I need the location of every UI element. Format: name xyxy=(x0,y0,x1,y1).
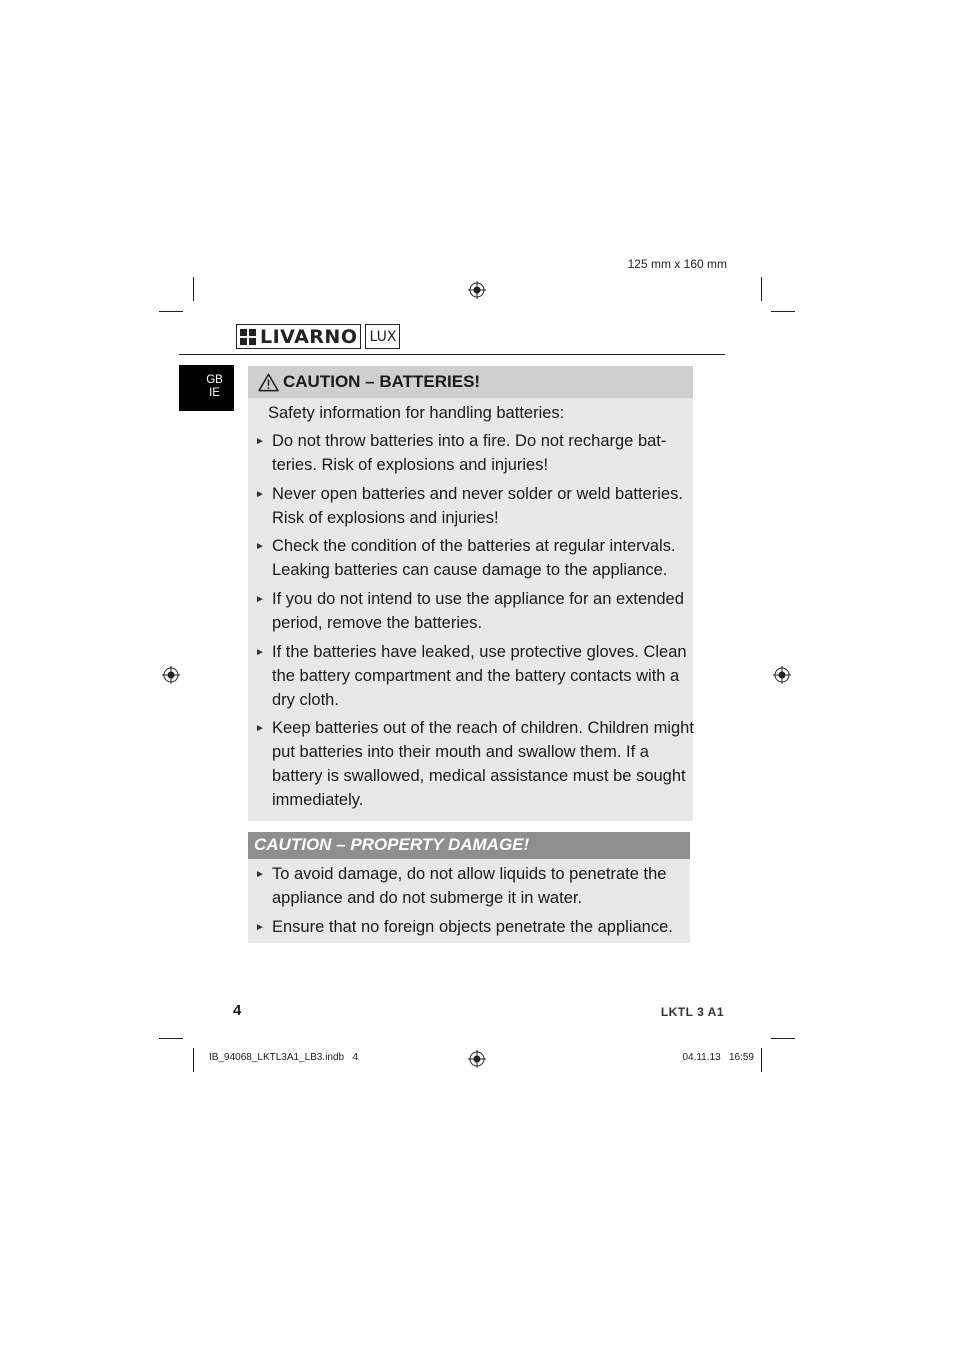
list-item-text: Check the condition of the batteries at regular intervals. Leaking batteries can cause damage to the appliance. xyxy=(272,537,676,579)
list-item-text: Ensure that no foreign objects penetrate the appliance. xyxy=(272,918,673,936)
list-item-text: To avoid damage, do not allow liquids to penetrate the appliance and do not submerge it in water. xyxy=(272,865,667,907)
bullet-arrow-icon: ► xyxy=(255,869,265,880)
list-item-text: If you do not intend to use the appliance for an extended period, remove the batteries. xyxy=(272,590,684,632)
crop-mark xyxy=(761,277,762,301)
crop-mark xyxy=(159,311,183,312)
print-size-label: 125 mm x 160 mm xyxy=(627,257,727,271)
registration-mark-icon xyxy=(468,1050,486,1068)
brand-logo xyxy=(236,324,400,350)
warning-triangle-icon xyxy=(258,373,279,392)
list-item-text: Keep batteries out of the reach of children. Children might put batteries into their mouth and swallow them. If a battery is swallowed, medical assistance must be sought immediately. xyxy=(272,719,694,809)
bullet-arrow-icon: ► xyxy=(255,541,265,552)
bullet-arrow-icon: ► xyxy=(255,489,265,500)
property-caution-heading: CAUTION – PROPERTY DAMAGE! xyxy=(254,835,530,854)
language-code-1: GB xyxy=(206,374,223,386)
print-file-name: IB_94068_LKTL3A1_LB3.indb 4 xyxy=(209,1052,359,1063)
logo-sub-text: LUX xyxy=(365,324,400,349)
logo-brand-text: LIVARNO xyxy=(260,325,358,348)
bullet-arrow-icon: ► xyxy=(255,594,265,605)
crop-mark xyxy=(159,1038,183,1039)
model-number: LKTL 3 A1 xyxy=(660,1005,724,1019)
logo-main-box xyxy=(236,324,361,349)
language-code-2: IE xyxy=(209,387,220,399)
page-number: 4 xyxy=(233,1002,242,1019)
registration-mark-icon xyxy=(773,666,791,684)
language-tab xyxy=(179,365,234,411)
bullet-arrow-icon: ► xyxy=(255,436,265,447)
bullet-arrow-icon: ► xyxy=(255,647,265,658)
bullet-arrow-icon: ► xyxy=(255,922,265,933)
header-divider xyxy=(179,354,725,355)
battery-caution-heading: CAUTION – BATTERIES! xyxy=(283,372,481,391)
logo-grid-icon xyxy=(240,329,256,345)
crop-mark xyxy=(193,1048,194,1072)
battery-intro: Safety information for handling batteries: xyxy=(268,404,565,422)
crop-mark xyxy=(771,311,795,312)
crop-mark xyxy=(193,277,194,301)
list-item-text: Do not throw batteries into a fire. Do not recharge bat-teries. Risk of explosions and injuries! xyxy=(272,432,667,474)
list-item-text: Never open batteries and never solder or weld batteries. Risk of explosions and injuries! xyxy=(272,485,683,527)
print-date: 04.11.13 16:59 xyxy=(682,1052,754,1063)
battery-caution-title xyxy=(258,372,480,392)
bullet-arrow-icon: ► xyxy=(255,723,265,734)
crop-mark xyxy=(761,1048,762,1072)
list-item-text: If the batteries have leaked, use protective gloves. Clean the battery compartment and the battery contacts with a dry cloth. xyxy=(272,643,687,709)
crop-mark xyxy=(771,1038,795,1039)
registration-mark-icon xyxy=(162,666,180,684)
registration-mark-icon xyxy=(468,281,486,299)
